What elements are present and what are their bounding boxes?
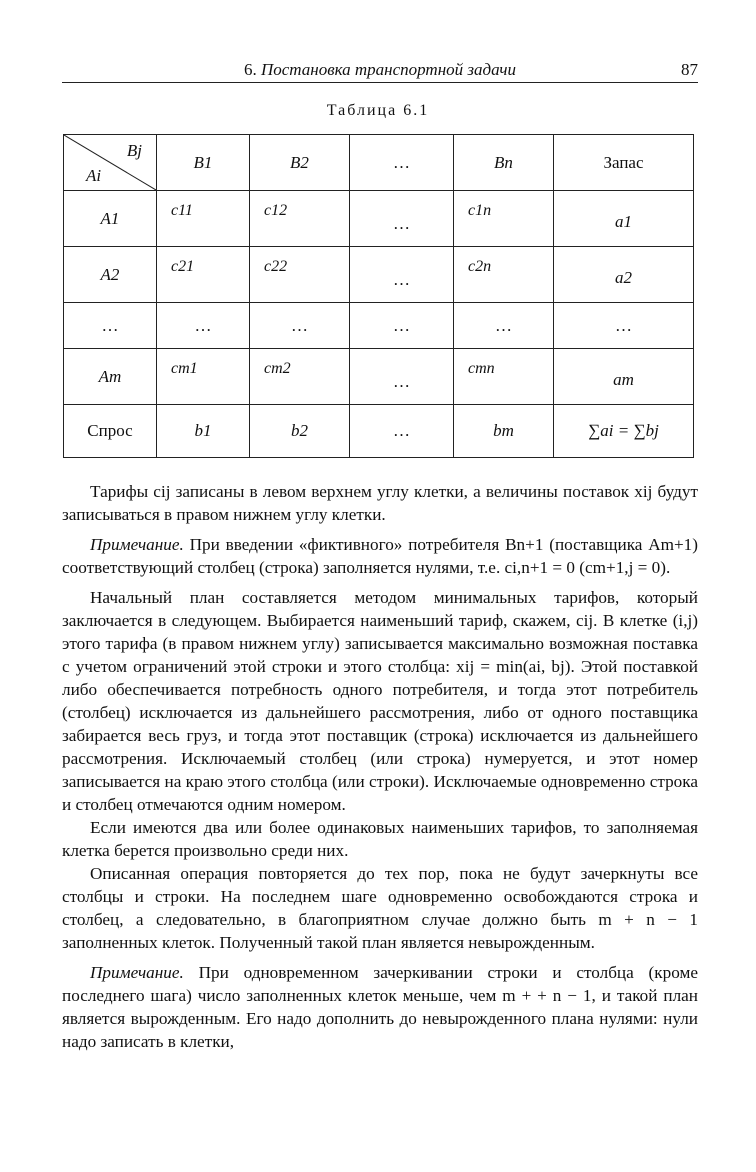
supply-value: a1 <box>615 212 632 231</box>
corner-top-label: Bj <box>126 141 142 160</box>
paragraph: Если имеются два или более одинаковых наименьших тарифов, то заполняемая клетка берется произвольно среди них. <box>62 818 698 860</box>
diagonal-line <box>64 135 156 190</box>
col-header: … <box>350 135 454 191</box>
col-header-supply: Запас <box>554 135 694 191</box>
cost-cell: … <box>250 303 350 349</box>
cost-cell <box>250 191 350 247</box>
cost-cell <box>454 349 554 405</box>
demand-cell: b2 <box>250 405 350 458</box>
note-paragraph <box>62 533 698 579</box>
col-header: Bn <box>454 135 554 191</box>
demand-cell: bm <box>454 405 554 458</box>
page-number: 87 <box>681 60 698 79</box>
supply-cell <box>554 247 694 303</box>
cost-value: c22 <box>264 258 288 275</box>
cost-cell: … <box>350 303 454 349</box>
cost-cell <box>157 349 250 405</box>
corner-bottom-label: Ai <box>86 166 102 185</box>
transport-table <box>63 134 694 458</box>
corner-cell <box>64 135 157 191</box>
note-label: Примечание. <box>90 963 184 982</box>
cost-value: c21 <box>171 258 195 275</box>
cost-cell: … <box>157 303 250 349</box>
cost-cell <box>250 349 350 405</box>
cost-value: cmn <box>468 360 495 377</box>
supply-cell <box>554 349 694 405</box>
row-label: A2 <box>64 247 157 303</box>
body-text <box>62 480 698 1053</box>
note-paragraph <box>62 961 698 1053</box>
cost-value: … <box>393 270 410 289</box>
section-title <box>62 60 698 80</box>
demand-label: Спрос <box>64 405 157 458</box>
cost-cell: … <box>454 303 554 349</box>
supply-value: a2 <box>615 268 632 287</box>
cost-cell <box>350 247 454 303</box>
cost-cell <box>250 247 350 303</box>
cost-cell <box>157 247 250 303</box>
col-header: B1 <box>157 135 250 191</box>
cost-value: c1n <box>468 202 492 219</box>
row-label: Am <box>64 349 157 405</box>
demand-cell: … <box>350 405 454 458</box>
col-header: B2 <box>250 135 350 191</box>
row-label: A1 <box>64 191 157 247</box>
cost-cell <box>350 349 454 405</box>
paragraph: Описанная операция повторяется до тех пор, пока не будут зачеркнуты все столбцы и строки. На последнем шаге одновременно освобождаются строка и столбец, а следовательно, в благоприятном случае должно быть m + n − 1 заполненных клеток. Полученный такой план является невырожденным. <box>62 864 698 952</box>
balance-cell: ∑ai = ∑bj <box>554 405 694 458</box>
running-header <box>62 58 698 83</box>
table-caption: Таблица 6.1 <box>326 102 430 119</box>
cost-cell <box>454 247 554 303</box>
section-title-text: Постановка транспортной задачи <box>260 60 516 79</box>
cost-value: c2n <box>468 258 492 275</box>
cost-cell <box>157 191 250 247</box>
section-number: 6. <box>243 60 257 79</box>
cost-value: c11 <box>171 202 193 219</box>
cost-value: … <box>393 214 410 233</box>
cost-value: cm2 <box>264 360 291 377</box>
paragraph: Начальный план составляется методом минимальных тарифов, который заключается в следующем. Выбирается наименьший тариф, скажем, cij. В клетке (i,j) этого тарифа (в правом нижнем углу) записывается максимально возможная поставка с учетом ограничений этой строки и этого столбца: xij = min(ai, bj). Этой поставкой либо обеспечивается потребность одного потребителя, и тогда этот потребитель (столбец) исключается из дальнейшего рассмотрения, либо от одного поставщика забирается весь груз, и тогда этот поставщик (строка) исключается из дальнейшего рассмотрения. Исключаемый столбец (или строка) нумеруется, и этот номер записывается на краю этого столбца (или строки). Исключаемые одновременно строка и столбец отмечаются одним номером. <box>62 588 698 814</box>
cost-cell <box>454 191 554 247</box>
note-text: При введении «фиктивного» потребителя Bn+1 (поставщика Am+1) соответствующий столбец (строка) заполняется нулями, т.е. ci,n+1 = 0 (cm+1,j = 0). <box>62 535 698 577</box>
cost-value: … <box>393 372 410 391</box>
cost-value: cm1 <box>171 360 198 377</box>
row-label: … <box>64 303 157 349</box>
note-text: При одновременном зачеркивании строки и столбца (кроме последнего шага) число заполненных клеток меньше, чем m + + n − 1, и такой план является вырожденным. Его надо дополнить до невырожденного плана нулями: нули надо записать в клетки, <box>62 963 698 1051</box>
supply-value: am <box>613 370 634 389</box>
note-label: Примечание. <box>90 535 184 554</box>
cost-value: c12 <box>264 202 288 219</box>
cost-cell <box>350 191 454 247</box>
supply-cell <box>554 191 694 247</box>
demand-cell: b1 <box>157 405 250 458</box>
supply-cell: … <box>554 303 694 349</box>
paragraph: Тарифы cij записаны в левом верхнем углу клетки, а величины поставок xij будут записываться в правом нижнем углу клетки. <box>62 482 698 524</box>
